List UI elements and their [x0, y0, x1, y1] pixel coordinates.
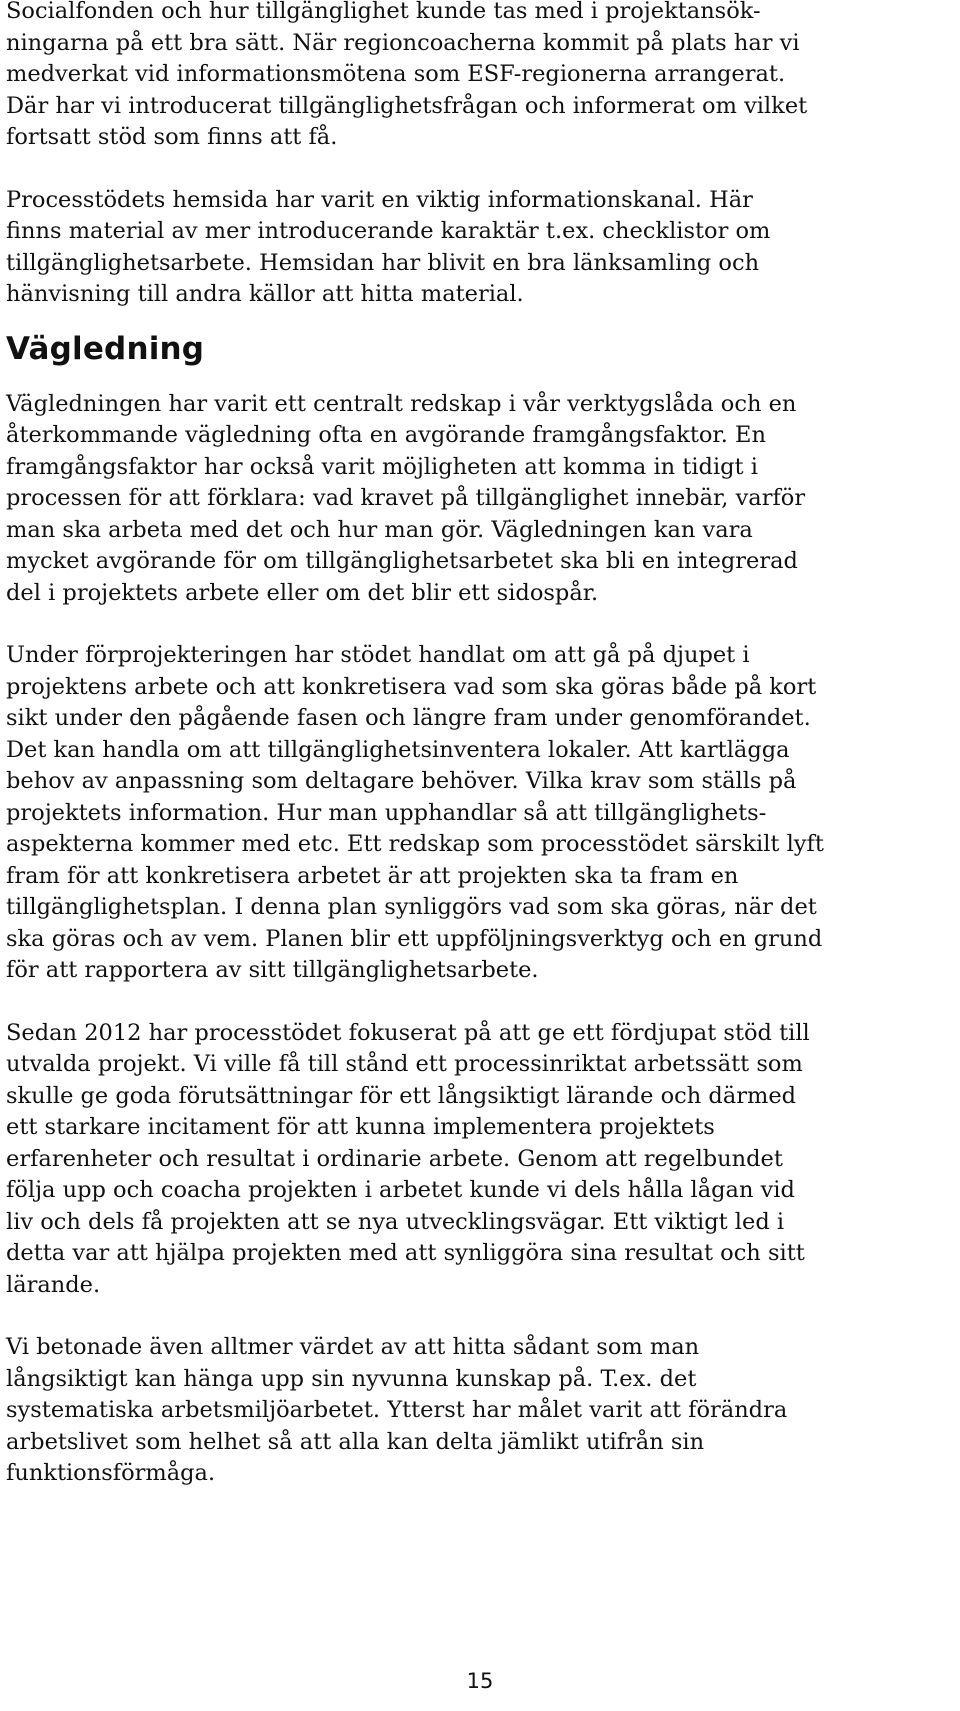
- text-line: del i projektets arbete eller om det blir ett sidospår.: [6, 579, 599, 606]
- text-line: projektets information. Hur man upphandlar så att tillgänglighets-: [6, 799, 767, 826]
- paragraph-spacer: [6, 154, 954, 185]
- text-line: Socialfonden och hur tillgänglighet kunde tas med i projektansök-: [6, 0, 761, 24]
- text-line: mycket avgörande för om tillgänglighetsarbetet ska bli en integrerad: [6, 548, 798, 574]
- text-line: följa upp och coacha projekten i arbetet kunde vi dels hålla lågan vid: [6, 1177, 795, 1203]
- text-line: processen för att förklara: vad kravet på tillgänglighet innebär, varför: [6, 485, 806, 511]
- text-line: ska göras och av vem. Planen blir ett uppföljningsverktyg och en grund: [6, 925, 823, 952]
- page-number: 15: [466, 1669, 494, 1693]
- text-line: finns material av mer introducerande karaktär t.ex. checklistor om: [6, 218, 771, 244]
- text-line: aspekterna kommer med etc. Ett redskap som processtödet särskilt lyft: [6, 831, 824, 857]
- text-line: återkommande vägledning ofta en avgörande framgångsfaktor. En: [6, 422, 766, 448]
- text-line: man ska arbeta med det och hur man gör. Vägledningen kan vara: [6, 516, 753, 543]
- text-line: funktionsförmåga.: [6, 1460, 216, 1486]
- text-line: Vägledningen har varit ett centralt redskap i vår verktygslåda och en: [6, 390, 797, 417]
- text-line: medverkat vid informationsmötena som ESF-regionerna arrangerat.: [6, 61, 786, 87]
- paragraph-preproject: [6, 640, 954, 987]
- text-line: arbetslivet som helhet så att alla kan delta jämlikt utifrån sin: [6, 1428, 705, 1455]
- text-line: tillgänglighetsarbete. Hemsidan har blivit en bra länksamling och: [6, 249, 760, 276]
- paragraph-website: [6, 185, 954, 311]
- paragraph-guidance: [6, 389, 954, 610]
- text-line: Under förprojekteringen har stödet handlat om att gå på djupet i: [6, 642, 750, 668]
- text-line: erfarenheter och resultat i ordinarie arbete. Genom att regelbundet: [6, 1145, 783, 1172]
- text-line: Där har vi introducerat tillgänglighetsfrågan och informerat om vilket: [6, 92, 808, 119]
- text-line: Vi betonade även alltmer värdet av att hitta sådant som man: [6, 1334, 700, 1360]
- text-line: lärande.: [6, 1271, 101, 1298]
- text-line: för att rapportera av sitt tillgänglighetsarbete.: [6, 957, 539, 983]
- paragraph-since-2012: [6, 1018, 954, 1302]
- text-line: utvalda projekt. Vi ville få till stånd ett processinriktat arbetssätt som: [6, 1051, 803, 1077]
- text-line: ett starkare incitament för att kunna implementera projektets: [6, 1114, 715, 1140]
- text-line: skulle ge goda förutsättningar för ett långsiktigt lärande och därmed: [6, 1082, 797, 1109]
- text-line: Det kan handla om att tillgänglighetsinventera lokaler. Att kartlägga: [6, 736, 790, 763]
- text-line: långsiktigt kan hänga upp sin nyvunna kunskap på. T.ex. det: [6, 1365, 697, 1392]
- text-line: fortsatt stöd som finns att få.: [6, 124, 338, 150]
- text-line: behov av anpassning som deltagare behöver. Vilka krav som ställs på: [6, 768, 797, 794]
- paragraph-spacer: [6, 1301, 954, 1332]
- text-line: framgångsfaktor har också varit möjligheten att komma in tidigt i: [6, 453, 758, 480]
- text-line: ningarna på ett bra sätt. När regioncoacherna kommit på plats har vi: [6, 29, 800, 56]
- paragraph-long-term: [6, 1332, 954, 1490]
- paragraph-spacer: [6, 987, 954, 1018]
- text-line: tillgänglighetsplan. I denna plan synliggörs vad som ska göras, när det: [6, 894, 817, 920]
- paragraph-esf-info: [6, 0, 954, 154]
- text-line: sikt under den pågående fasen och längre fram under genomförandet.: [6, 705, 811, 731]
- text-line: detta var att hjälpa projekten med att synliggöra sina resultat och sitt: [6, 1240, 805, 1266]
- section-heading: Vägledning: [6, 330, 205, 367]
- text-line: Processtödets hemsida har varit en viktig informationskanal. Här: [6, 186, 753, 213]
- text-line: fram för att konkretisera arbetet är att projekten ska ta fram en: [6, 862, 739, 889]
- text-line: hänvisning till andra källor att hitta material.: [6, 281, 524, 307]
- paragraph-spacer: [6, 609, 954, 640]
- text-line: projektens arbete och att konkretisera vad som ska göras både på kort: [6, 673, 817, 700]
- document-page: [6, 0, 954, 1490]
- text-line: systematiska arbetsmiljöarbetet. Ytterst har målet varit att förändra: [6, 1397, 788, 1423]
- text-line: Sedan 2012 har processtödet fokuserat på att ge ett fördjupat stöd till: [6, 1019, 810, 1046]
- text-line: liv och dels få projekten att se nya utvecklingsvägar. Ett viktigt led i: [6, 1208, 785, 1235]
